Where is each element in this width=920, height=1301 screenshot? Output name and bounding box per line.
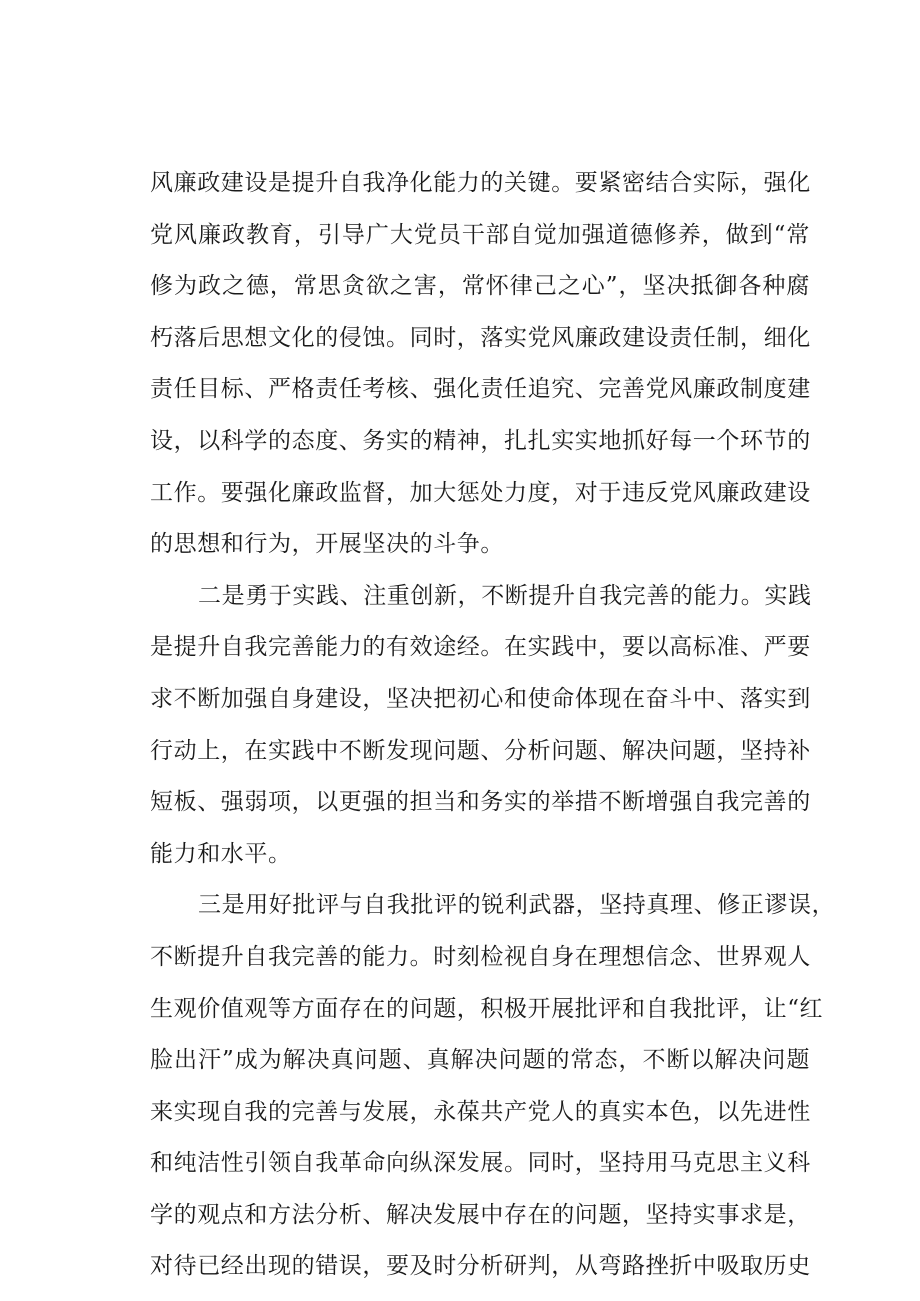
text-line: 能力和水平。 [150,840,292,867]
text-line: 和纯洁性引领自我革命向纵深发展。同时，坚持用马克思主义科 [150,1150,811,1177]
text-line: 短板、强弱项，以更强的担当和务实的举措不断增强自我完善的 [150,789,811,816]
paragraph-p2 [150,571,810,881]
text-line: 责任目标、严格责任考核、强化责任追究、完善党风廉政制度建 [150,376,811,403]
paragraph-p1 [150,158,810,571]
text-line: 设，以科学的态度、务实的精神，扎扎实实地抓好每一个环节的 [150,427,811,454]
text-line: 学的观点和方法分析、解决发展中存在的问题，坚持实事求是， [150,1201,811,1228]
text-line: 二是勇于实践、注重创新，不断提升自我完善的能力。实践 [198,582,812,609]
text-line: 党风廉政教育，引导广大党员干部自觉加强道德修养，做到“常 [150,221,810,248]
text-line: 是提升自我完善能力的有效途经。在实践中，要以高标准、严要 [150,634,811,661]
text-line: 风廉政建设是提升自我净化能力的关键。要紧密结合实际，强化 [150,170,811,196]
text-line: 脸出汗”成为解决真问题、真解决问题的常态，不断以解决问题 [150,1047,810,1074]
document-body [150,158,836,1293]
paragraph-p3 [150,880,836,1293]
text-line: 朽落后思想文化的侵蚀。同时，落实党风廉政建设责任制，细化 [150,324,811,351]
text-line: 三是用好批评与自我批评的锐利武器，坚持真理、修正谬误， [198,892,836,919]
text-line: 生观价值观等方面存在的问题，积极开展批评和自我批评，让“红 [150,995,824,1022]
text-line: 求不断加强自身建设，坚决把初心和使命体现在奋斗中、落实到 [150,685,811,712]
text-line: 修为政之德，常思贪欲之害，常怀律己之心”，坚决抵御各种腐 [150,273,810,300]
text-line: 来实现自我的完善与发展，永葆共产党人的真实本色，以先进性 [150,1098,811,1125]
text-line: 对待已经出现的错误，要及时分析研判，从弯路挫折中吸取历史 [150,1253,811,1280]
text-line: 行动上，在实践中不断发现问题、分析问题、解决问题，坚持补 [150,737,811,764]
text-line: 工作。要强化廉政监督，加大惩处力度，对于违反党风廉政建设 [150,479,811,506]
text-line: 不断提升自我完善的能力。时刻检视自身在理想信念、世界观人 [150,943,811,970]
text-line: 的思想和行为，开展坚决的斗争。 [150,531,504,558]
